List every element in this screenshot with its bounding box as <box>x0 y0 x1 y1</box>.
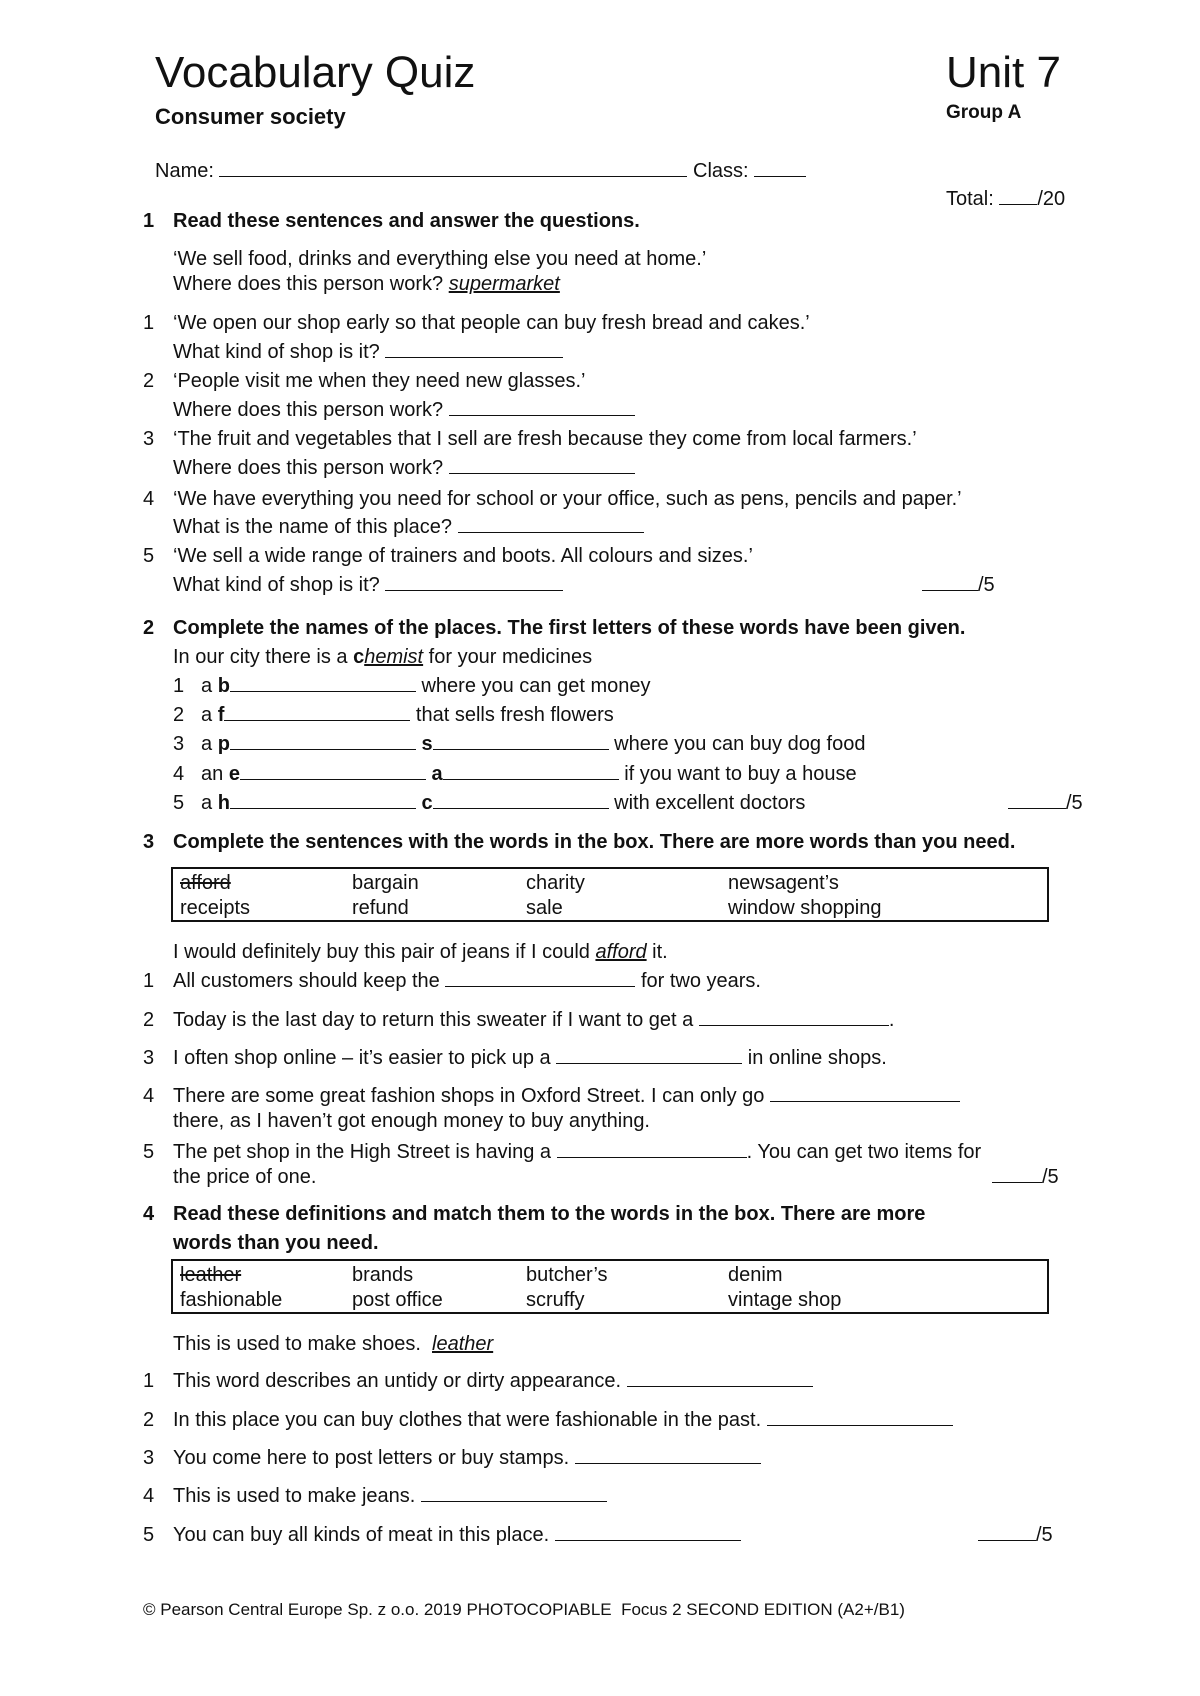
section-2-example <box>173 646 592 669</box>
definition-text: You come here to post letters or buy stamps. <box>173 1447 570 1469</box>
s2-item-4 <box>201 763 857 786</box>
s2-item-3 <box>201 733 865 756</box>
s1-item-5-quote: ‘We sell a wide range of trainers and boots. All colours and sizes.’ <box>173 545 753 567</box>
word-box-item: newsagent’s <box>728 872 839 894</box>
question-text: Where does this person work? <box>173 457 444 479</box>
score-max: /5 <box>1036 1524 1053 1546</box>
total-field[interactable] <box>946 188 1065 211</box>
section-3-example <box>173 941 668 964</box>
answer-blank[interactable] <box>449 472 635 474</box>
s1-item-2-question <box>173 399 635 422</box>
s2-item-2-number: 2 <box>173 704 185 726</box>
s3-item-4-line-2: there, as I haven’t got enough money to buy anything. <box>173 1110 650 1132</box>
s2-item-5-number: 5 <box>173 792 185 814</box>
s2-item-3-number: 3 <box>173 733 185 755</box>
name-label: Name: <box>155 160 214 182</box>
name-blank[interactable] <box>219 175 687 177</box>
section-1-example-question <box>173 273 560 296</box>
total-blank[interactable] <box>999 203 1037 205</box>
s1-item-1-question <box>173 341 563 364</box>
word-box-item: fashionable <box>180 1289 283 1311</box>
s3-item-5-number: 5 <box>143 1141 155 1163</box>
sentence-after: in online shops. <box>747 1047 887 1069</box>
total-max: /20 <box>1037 188 1066 210</box>
s3-item-5-line-2: the price of one. <box>173 1166 317 1188</box>
article: a <box>201 675 213 697</box>
item-tail: if you want to buy a house <box>624 763 857 785</box>
answer-blank-2[interactable] <box>433 807 609 809</box>
s1-item-4-question <box>173 516 644 539</box>
answer-blank[interactable] <box>240 778 426 780</box>
article: an <box>201 763 224 785</box>
second-letter: s <box>421 733 433 755</box>
s1-item-4-quote: ‘We have everything you need for school or your office, such as pens, pencils and paper.’ <box>173 488 962 510</box>
s1-item-3-question <box>173 457 635 480</box>
s4-item-1-number: 1 <box>143 1370 155 1392</box>
section-4-word-box <box>171 1259 1049 1314</box>
score-max: /5 <box>1066 792 1083 814</box>
s4-item-5 <box>173 1524 741 1547</box>
footer-copyright: © Pearson Central Europe Sp. z o.o. 2019 PHOTOCOPIABLE <box>143 1600 612 1619</box>
section-4-instruction-line-2: words than you need. <box>173 1232 379 1254</box>
question-text: What kind of shop is it? <box>173 341 380 363</box>
definition-text: This is used to make jeans. <box>173 1485 416 1507</box>
s3-item-3-number: 3 <box>143 1047 155 1069</box>
answer-blank[interactable] <box>449 414 635 416</box>
footer <box>143 1600 905 1620</box>
second-letter: a <box>431 763 443 785</box>
section-4-instruction-line-1: Read these definitions and match them to the words in the box. There are more <box>173 1203 926 1225</box>
word-box-item: post office <box>352 1289 443 1311</box>
first-letter: f <box>217 704 225 726</box>
article: a <box>201 733 213 755</box>
s1-item-3-quote: ‘The fruit and vegetables that I sell are fresh because they come from local farmers.’ <box>173 428 917 450</box>
question-text: What is the name of this place? <box>173 516 453 538</box>
score-max: /5 <box>1042 1166 1059 1188</box>
answer-blank[interactable] <box>627 1385 813 1387</box>
s3-item-2 <box>173 1009 894 1032</box>
answer-blank[interactable] <box>445 985 635 987</box>
s2-item-5 <box>201 792 805 815</box>
section-3-word-box <box>171 867 1049 922</box>
s1-item-5-number: 5 <box>143 545 155 567</box>
score-blank[interactable] <box>992 1181 1042 1183</box>
sentence-after: . <box>888 1009 895 1031</box>
class-label: Class: <box>693 160 749 182</box>
score-blank[interactable] <box>1008 807 1066 809</box>
section-4-example <box>173 1333 493 1356</box>
section-1-example-quote: ‘We sell food, drinks and everything else you need at home.’ <box>173 248 707 270</box>
s1-item-1-quote: ‘We open our shop early so that people can buy fresh bread and cakes.’ <box>173 312 810 334</box>
item-tail: with excellent doctors <box>614 792 806 814</box>
section-3-score[interactable] <box>992 1166 1059 1189</box>
unit-label: Unit 7 <box>946 48 1061 97</box>
word-box-item: bargain <box>352 872 419 894</box>
question-text: Where does this person work? <box>173 399 444 421</box>
group-label: Group A <box>946 102 1022 123</box>
s3-item-5 <box>173 1141 981 1164</box>
section-2-score[interactable] <box>1008 792 1083 815</box>
score-max: /5 <box>978 574 995 596</box>
article: a <box>201 792 213 814</box>
s4-item-5-number: 5 <box>143 1524 155 1546</box>
question-text: What kind of shop is it? <box>173 574 380 596</box>
example-text: This is used to make shoes. <box>173 1333 421 1355</box>
s4-item-2-number: 2 <box>143 1409 155 1431</box>
first-letter: h <box>217 792 230 814</box>
s3-item-3 <box>173 1047 887 1070</box>
s1-item-1-number: 1 <box>143 312 155 334</box>
example-after: for your medicines <box>423 646 593 668</box>
word-box-item: leather <box>180 1264 242 1286</box>
answer-blank[interactable] <box>224 719 410 721</box>
first-letter: p <box>217 733 230 755</box>
word-box-item: afford <box>180 872 231 894</box>
example-before: In our city there is a <box>173 646 354 668</box>
item-tail: that sells fresh flowers <box>415 704 614 726</box>
sentence-before: I often shop online – it’s easier to pick up a <box>173 1047 551 1069</box>
example-answer: hemist <box>364 646 424 668</box>
answer-blank[interactable] <box>421 1500 607 1502</box>
example-letter: c <box>353 646 365 668</box>
s2-item-1-number: 1 <box>173 675 185 697</box>
sentence-before: All customers should keep the <box>173 970 440 992</box>
s3-item-2-number: 2 <box>143 1009 155 1031</box>
section-2-instruction: Complete the names of the places. The first letters of these words have been given. <box>173 617 966 639</box>
s1-item-2-number: 2 <box>143 370 155 392</box>
sentence-before: There are some great fashion shops in Oxford Street. I can only go <box>173 1085 765 1107</box>
word-box-item: refund <box>352 897 409 919</box>
first-letter: b <box>217 675 230 697</box>
score-blank[interactable] <box>922 589 978 591</box>
word-box-item: receipts <box>180 897 251 919</box>
word-box-item: denim <box>728 1264 783 1286</box>
s3-item-1-number: 1 <box>143 970 155 992</box>
example-before: I would definitely buy this pair of jeans if I could <box>173 941 596 963</box>
s2-item-4-number: 4 <box>173 763 185 785</box>
sentence-after: for two years. <box>640 970 761 992</box>
answer-blank[interactable] <box>230 690 416 692</box>
item-tail: where you can buy dog food <box>614 733 866 755</box>
page-subtitle: Consumer society <box>155 104 346 129</box>
example-after: it. <box>646 941 668 963</box>
example-answer: leather <box>432 1333 494 1355</box>
section-4-score[interactable] <box>978 1524 1053 1547</box>
first-letter: e <box>228 763 240 785</box>
section-3-instruction: Complete the sentences with the words in the box. There are more words than you need. <box>173 831 1016 853</box>
s4-item-4-number: 4 <box>143 1485 155 1507</box>
item-tail: where you can get money <box>421 675 651 697</box>
score-blank[interactable] <box>978 1539 1036 1541</box>
definition-text: In this place you can buy clothes that were fashionable in the past. <box>173 1409 762 1431</box>
s3-item-4-number: 4 <box>143 1085 155 1107</box>
example-answer: afford <box>595 941 647 963</box>
answer-blank[interactable] <box>555 1539 741 1541</box>
s3-item-1 <box>173 970 761 993</box>
answer-blank[interactable] <box>557 1156 747 1158</box>
definition-text: You can buy all kinds of meat in this place. <box>173 1524 550 1546</box>
answer-blank[interactable] <box>770 1100 960 1102</box>
section-1-score[interactable] <box>922 574 995 597</box>
answer-blank[interactable] <box>458 531 644 533</box>
word-box-item: scruffy <box>526 1289 585 1311</box>
answer-blank[interactable] <box>230 807 416 809</box>
definition-text: This word describes an untidy or dirty appearance. <box>173 1370 622 1392</box>
answer-blank[interactable] <box>556 1062 742 1064</box>
s4-item-4 <box>173 1485 607 1508</box>
name-field[interactable] <box>155 160 806 183</box>
sentence-before: The pet shop in the High Street is having a <box>173 1141 552 1163</box>
answer-blank[interactable] <box>385 589 563 591</box>
word-box-item: sale <box>526 897 563 919</box>
page-title: Vocabulary Quiz <box>155 48 476 97</box>
second-letter: c <box>421 792 433 814</box>
word-box-item: window shopping <box>728 897 882 919</box>
s4-item-3-number: 3 <box>143 1447 155 1469</box>
s2-item-2 <box>201 704 614 727</box>
s1-item-4-number: 4 <box>143 488 155 510</box>
answer-blank[interactable] <box>385 356 563 358</box>
example-question-text: Where does this person work? <box>173 273 444 295</box>
answer-blank[interactable] <box>699 1024 889 1026</box>
s1-item-2-quote: ‘People visit me when they need new glasses.’ <box>173 370 586 392</box>
class-blank[interactable] <box>754 175 806 177</box>
answer-blank-2[interactable] <box>443 778 619 780</box>
section-1-instruction: Read these sentences and answer the questions. <box>173 210 640 232</box>
word-box-item: vintage shop <box>728 1289 842 1311</box>
s1-item-5-question <box>173 574 563 597</box>
section-2-number: 2 <box>143 617 155 639</box>
sentence-after: . You can get two items for <box>746 1141 982 1163</box>
word-box-item: butcher’s <box>526 1264 608 1286</box>
s3-item-4 <box>173 1085 960 1108</box>
s2-item-1 <box>201 675 651 698</box>
answer-blank[interactable] <box>575 1462 761 1464</box>
answer-blank-2[interactable] <box>433 748 609 750</box>
section-3-number: 3 <box>143 831 155 853</box>
s4-item-2 <box>173 1409 953 1432</box>
section-4-number: 4 <box>143 1203 155 1225</box>
word-box-item: brands <box>352 1264 414 1286</box>
total-label: Total: <box>946 188 994 210</box>
footer-edition: Focus 2 SECOND EDITION (A2+/B1) <box>621 1600 905 1619</box>
word-box-item: charity <box>526 872 585 894</box>
article: a <box>201 704 213 726</box>
section-1-number: 1 <box>143 210 155 232</box>
s1-item-3-number: 3 <box>143 428 155 450</box>
s4-item-1 <box>173 1370 813 1393</box>
sentence-before: Today is the last day to return this sweater if I want to get a <box>173 1009 694 1031</box>
s4-item-3 <box>173 1447 761 1470</box>
example-answer: supermarket <box>448 273 560 295</box>
answer-blank[interactable] <box>230 748 416 750</box>
answer-blank[interactable] <box>767 1424 953 1426</box>
